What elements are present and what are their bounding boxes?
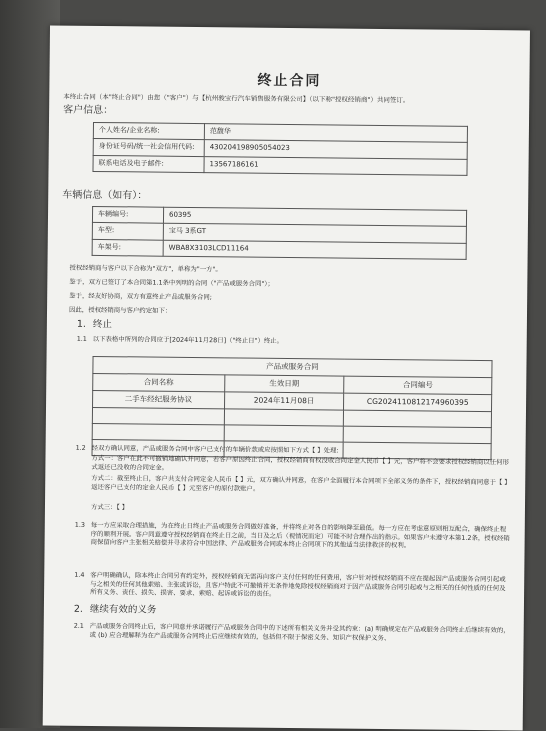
vehicle-heading: 车辆信息（如有）：: [62, 189, 148, 202]
section-2-heading: 继续有效的义务: [89, 603, 157, 616]
value-cell: 60395: [163, 207, 466, 227]
clause-1-3-number: 1.3: [74, 520, 85, 529]
clause-1-2-option-3: 方式三：【 】: [90, 502, 129, 512]
customer-table: [92, 122, 468, 176]
table-row: [93, 155, 467, 175]
document-page: [43, 25, 530, 730]
column-header: 生效日期: [224, 375, 344, 393]
recital-1: 授权经销商与客户以下合称为"双方"，单称为"一方"。: [69, 263, 222, 274]
clause-1-1-number: 1.1: [76, 334, 87, 343]
vehicle-table: [92, 206, 468, 260]
table-cell: 2024年11月08日: [224, 392, 344, 410]
clause-1-4-number: 1.4: [74, 570, 85, 579]
value-cell: 13567186161: [204, 156, 467, 175]
clause-1-2-line-1: 经双方确认同意，产品或服务合同中客户已支付的车辆价款或应按照如下方式【 】处理:: [91, 443, 339, 455]
column-header: 合同编号: [344, 376, 492, 395]
value-cell: 宝马 3系GT: [163, 224, 466, 244]
column-header: 合同名称: [93, 374, 225, 393]
value-cell: 430204198905054023: [204, 140, 467, 159]
section-2-number: 2.: [73, 603, 84, 615]
label-cell: 车架号:: [92, 239, 163, 256]
clause-2-1-text: 产品或服务合同终止后，客户同意并承诺履行产品或服务合同中的下述所有相关义务并受其约束：(a) 明确规定在产品或服务合同终止后继续有效的，或 (b) 应合理解释为在产品或服务合同终止后应继续有效的，包括但不限于保密义务、知识产权保护义务、: [89, 621, 510, 642]
section-1-number: 1.: [76, 318, 87, 330]
clause-1-1-text: 以下表格中所列的合同应于[2024年11月28日]（"终止日"）终止。: [92, 334, 284, 345]
label-cell: 联系电话及电子邮件:: [93, 155, 204, 173]
contract-table-caption: 产品或服务合同: [93, 356, 492, 377]
recital-4: 因此，授权经销商与客户约定如下：: [68, 305, 172, 315]
clause-2-1-number: 2.1: [73, 621, 84, 630]
label-cell: 身份证号码/统一社会信用代码:: [93, 139, 204, 157]
clause-1-3-text: 每一方应采取合理措施，为在终止日终止产品或服务合同做好准备，并将终止对各自的影响降至最低。每一方应在考虑意原则相互配合，确保终止程序的顺利开展。客户同意遵守授权经销商在终止日之前，当日及之后（视情况而定）可能不时合理作出的指示。如果客户未遵守本第1.2条，授权经销商保留向客户主张相关赔偿并寻求符合中国法律、产品或服务合同或本终止合同项下的其他适当法律救济的权利。: [90, 520, 510, 550]
customer-heading: 客户信息：: [63, 104, 114, 117]
clause-1-2-number: 1.2: [75, 443, 86, 452]
table-row: [92, 239, 466, 259]
value-cell: WBA8X3103LCD11164: [163, 240, 466, 260]
recital-3: 鉴于，经友好协商，双方有意终止产品或服务合同;: [69, 291, 212, 302]
label-cell: 车辆编号:: [92, 206, 163, 223]
value-cell: 范馥华: [204, 124, 467, 143]
label-cell: 车型:: [92, 223, 163, 240]
clause-1-2-option-2: 方式二：截至终止日，客户共支付合同定金人民币【 】元，双方确认并同意，在客户全面履行本合同项下全部义务的条件下，授权经销商同意于【 】返还客户已支付的定金人民币【 】元至客户的原付款账户。: [91, 473, 511, 493]
intro-paragraph: 本终止合同（本"终止合同"）由您（"客户"）与【杭州骏宝行汽车销售服务有限公司】（以下称"授权经销商"）共同签订。: [63, 92, 410, 105]
recital-2: 鉴于，双方已签订了本合同第1.1条中列明的合同（"产品或服务合同"）；: [69, 277, 274, 288]
label-cell: 个人姓名/企业名称:: [93, 122, 204, 140]
clause-1-4-text: 客户明确确认，除本终止合同另有约定外，授权经销商无需再向客户支付任何的任何费用，客户针对授权经销商不应在提起因产品或服务合同引起或与之相关的任何其他索赔、主张或诉讼，且客户特此不可撤销并无条件地免除授权经销商对于因产品或服务合同引起或与之相关的任何性质的任何及所有义务、责任、损失、损害、要求、索赔、起诉或诉讼的责任。: [90, 570, 506, 599]
clause-1-2-option-1: 方式一：客户在此不可撤销地确认并同意，若客户原因终止合同，授权经销商有权没收合同定金人民币【 】元，客户将不会要求授权经销商以任何形式返还已没收的合同定金。: [91, 453, 509, 472]
section-1-heading: 终止: [92, 318, 112, 331]
table-cell: CG2024110812174960395: [344, 393, 492, 412]
table-cell: 二手车经纪服务协议: [93, 391, 225, 410]
document-title: 终止合同: [257, 72, 322, 90]
